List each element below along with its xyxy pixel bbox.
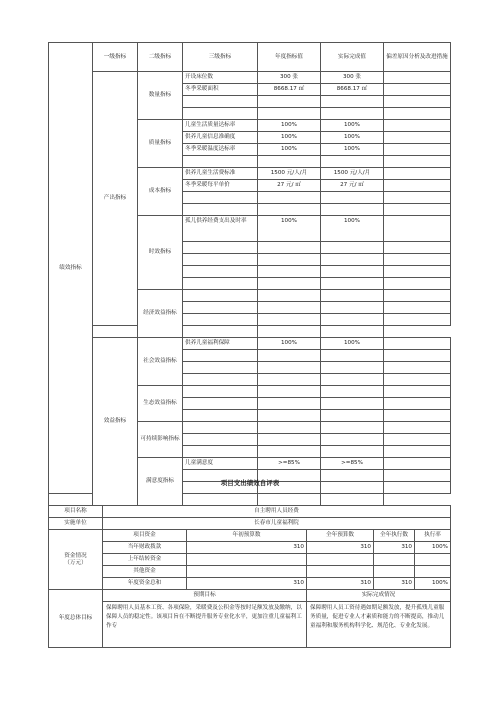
funds-label: 资金情况 （万元） bbox=[49, 530, 103, 590]
row-living-cost-actual: 1500 元/人/月 bbox=[321, 168, 384, 180]
row-total-rate: 100% bbox=[415, 578, 451, 590]
quality-indicator-label: 质量指标 bbox=[138, 120, 183, 168]
timeliness-indicator-label: 时效指标 bbox=[138, 216, 183, 290]
perf-indicator-label: 绩效指标 bbox=[49, 43, 93, 494]
row-current-full: 310 bbox=[307, 542, 374, 554]
row-satisfaction-name: 儿童满意度 bbox=[183, 458, 258, 470]
row-satisfaction-target: >=85% bbox=[258, 458, 321, 470]
row-other-label: 其他资金 bbox=[103, 566, 187, 578]
expected-goal-header: 预期目标 bbox=[103, 590, 307, 602]
row-welfare-actual: 100% bbox=[321, 338, 384, 350]
col-project-funds: 项目资金 bbox=[103, 530, 187, 542]
expected-goal-text: 保障聘用人员基本工资、各项保险，采暖费及公积金等按时足额发放及缴纳，以保障人员的稳定性。该项目旨在不断提升服务专业化水平，更加注重儿童福利工作专 bbox=[103, 602, 307, 648]
row-living-quality-name: 儿童生活质量达标率 bbox=[183, 120, 258, 132]
row-heating-area-actual: 8668.17 ㎡ bbox=[321, 84, 384, 96]
row-total-start: 310 bbox=[187, 578, 307, 590]
row-heating-price-name: 冬季采暖每平单价 bbox=[183, 180, 258, 192]
row-living-quality-target: 100% bbox=[258, 120, 321, 132]
row-beds-actual: 300 张 bbox=[321, 72, 384, 84]
annual-goal-label: 年度总体目标 bbox=[49, 590, 103, 648]
unit-value: 长春市儿童福利院 bbox=[103, 518, 451, 530]
row-heating-area-name: 冬季采暖面积 bbox=[183, 84, 258, 96]
row-heating-area-target: 8668.17 ㎡ bbox=[258, 84, 321, 96]
cost-indicator-label: 成本指标 bbox=[138, 168, 183, 216]
row-welfare-target: 100% bbox=[258, 338, 321, 350]
row-current-start: 310 bbox=[187, 542, 307, 554]
row-living-cost-target: 1500 元/人/月 bbox=[258, 168, 321, 180]
row-beds-target: 300 张 bbox=[258, 72, 321, 84]
row-info-accuracy-target: 100% bbox=[258, 132, 321, 144]
row-current-exec: 310 bbox=[374, 542, 415, 554]
row-total-label: 年度资金总和 bbox=[103, 578, 187, 590]
row-beds-name: 开设床位数 bbox=[183, 72, 258, 84]
row-info-accuracy-actual: 100% bbox=[321, 132, 384, 144]
actual-status-header: 实际完成情况 bbox=[307, 590, 451, 602]
header-actual: 实际完成值 bbox=[321, 43, 384, 72]
row-total-exec: 310 bbox=[374, 578, 415, 590]
row-current-rate: 100% bbox=[415, 542, 451, 554]
row-heating-temp-name: 冬季采暖温度达标率 bbox=[183, 144, 258, 156]
row-satisfaction-actual: >=85% bbox=[321, 458, 384, 470]
performance-indicator-table bbox=[48, 42, 451, 506]
header-annual-target: 年度指标值 bbox=[258, 43, 321, 72]
row-total-full: 310 bbox=[307, 578, 374, 590]
self-evaluation-table bbox=[48, 505, 451, 648]
header-deviation: 偏差原因分析及改进措施 bbox=[384, 43, 451, 72]
col-rate: 执行率 bbox=[415, 530, 451, 542]
project-name-value: 自主聘用人员经费 bbox=[103, 506, 451, 518]
output-indicator-label: 产出指标 bbox=[93, 72, 138, 326]
row-current-label: 当年财政拨款 bbox=[103, 542, 187, 554]
row-timeliness-target: 100% bbox=[258, 216, 321, 242]
row-carryover-label: 上年结转资金 bbox=[103, 554, 187, 566]
actual-status-text: 保障聘用人员工资待遇如期足额发放，提升孤残儿童服务质量，促进专业人才素质和能力的不断提高，推动儿童福利和服务机构科学化、规范化、专业化发展。 bbox=[307, 602, 451, 648]
row-timeliness-name: 孤儿供养经费支出及时率 bbox=[183, 216, 258, 242]
row-heating-temp-actual: 100% bbox=[321, 144, 384, 156]
row-heating-temp-target: 100% bbox=[258, 144, 321, 156]
row-living-cost-name: 供养儿童生活费标准 bbox=[183, 168, 258, 180]
economic-indicator-label: 经济效益指标 bbox=[138, 290, 183, 338]
row-welfare-name: 供养儿童福利保障 bbox=[183, 338, 258, 350]
header-level3: 三级指标 bbox=[183, 43, 258, 72]
row-heating-price-target: 27 元/ ㎡ bbox=[258, 180, 321, 192]
eval-table-title: 项目支出绩效自评表 bbox=[220, 479, 280, 487]
row-living-quality-actual: 100% bbox=[321, 120, 384, 132]
social-indicator-label: 社会效益指标 bbox=[138, 338, 183, 386]
header-level2: 二级指标 bbox=[138, 43, 183, 72]
row-heating-price-actual: 27 元/ ㎡ bbox=[321, 180, 384, 192]
quantity-indicator-label: 数量指标 bbox=[138, 72, 183, 120]
col-executed: 全年执行数 bbox=[374, 530, 415, 542]
sustainable-indicator-label: 可持续影响指标 bbox=[138, 422, 183, 458]
col-budget-start: 年初预算数 bbox=[187, 530, 307, 542]
project-name-label: 项目名称 bbox=[49, 506, 103, 518]
benefit-indicator-label: 效益指标 bbox=[93, 338, 138, 506]
unit-label: 实施单位 bbox=[49, 518, 103, 530]
col-budget-full: 全年预算数 bbox=[307, 530, 374, 542]
ecological-indicator-label: 生态效益指标 bbox=[138, 386, 183, 422]
row-info-accuracy-name: 供养儿童信息准确度 bbox=[183, 132, 258, 144]
row-timeliness-actual: 100% bbox=[321, 216, 384, 242]
satisfaction-indicator-label: 满意度指标 bbox=[138, 458, 183, 506]
header-level1: 一级指标 bbox=[93, 43, 138, 72]
